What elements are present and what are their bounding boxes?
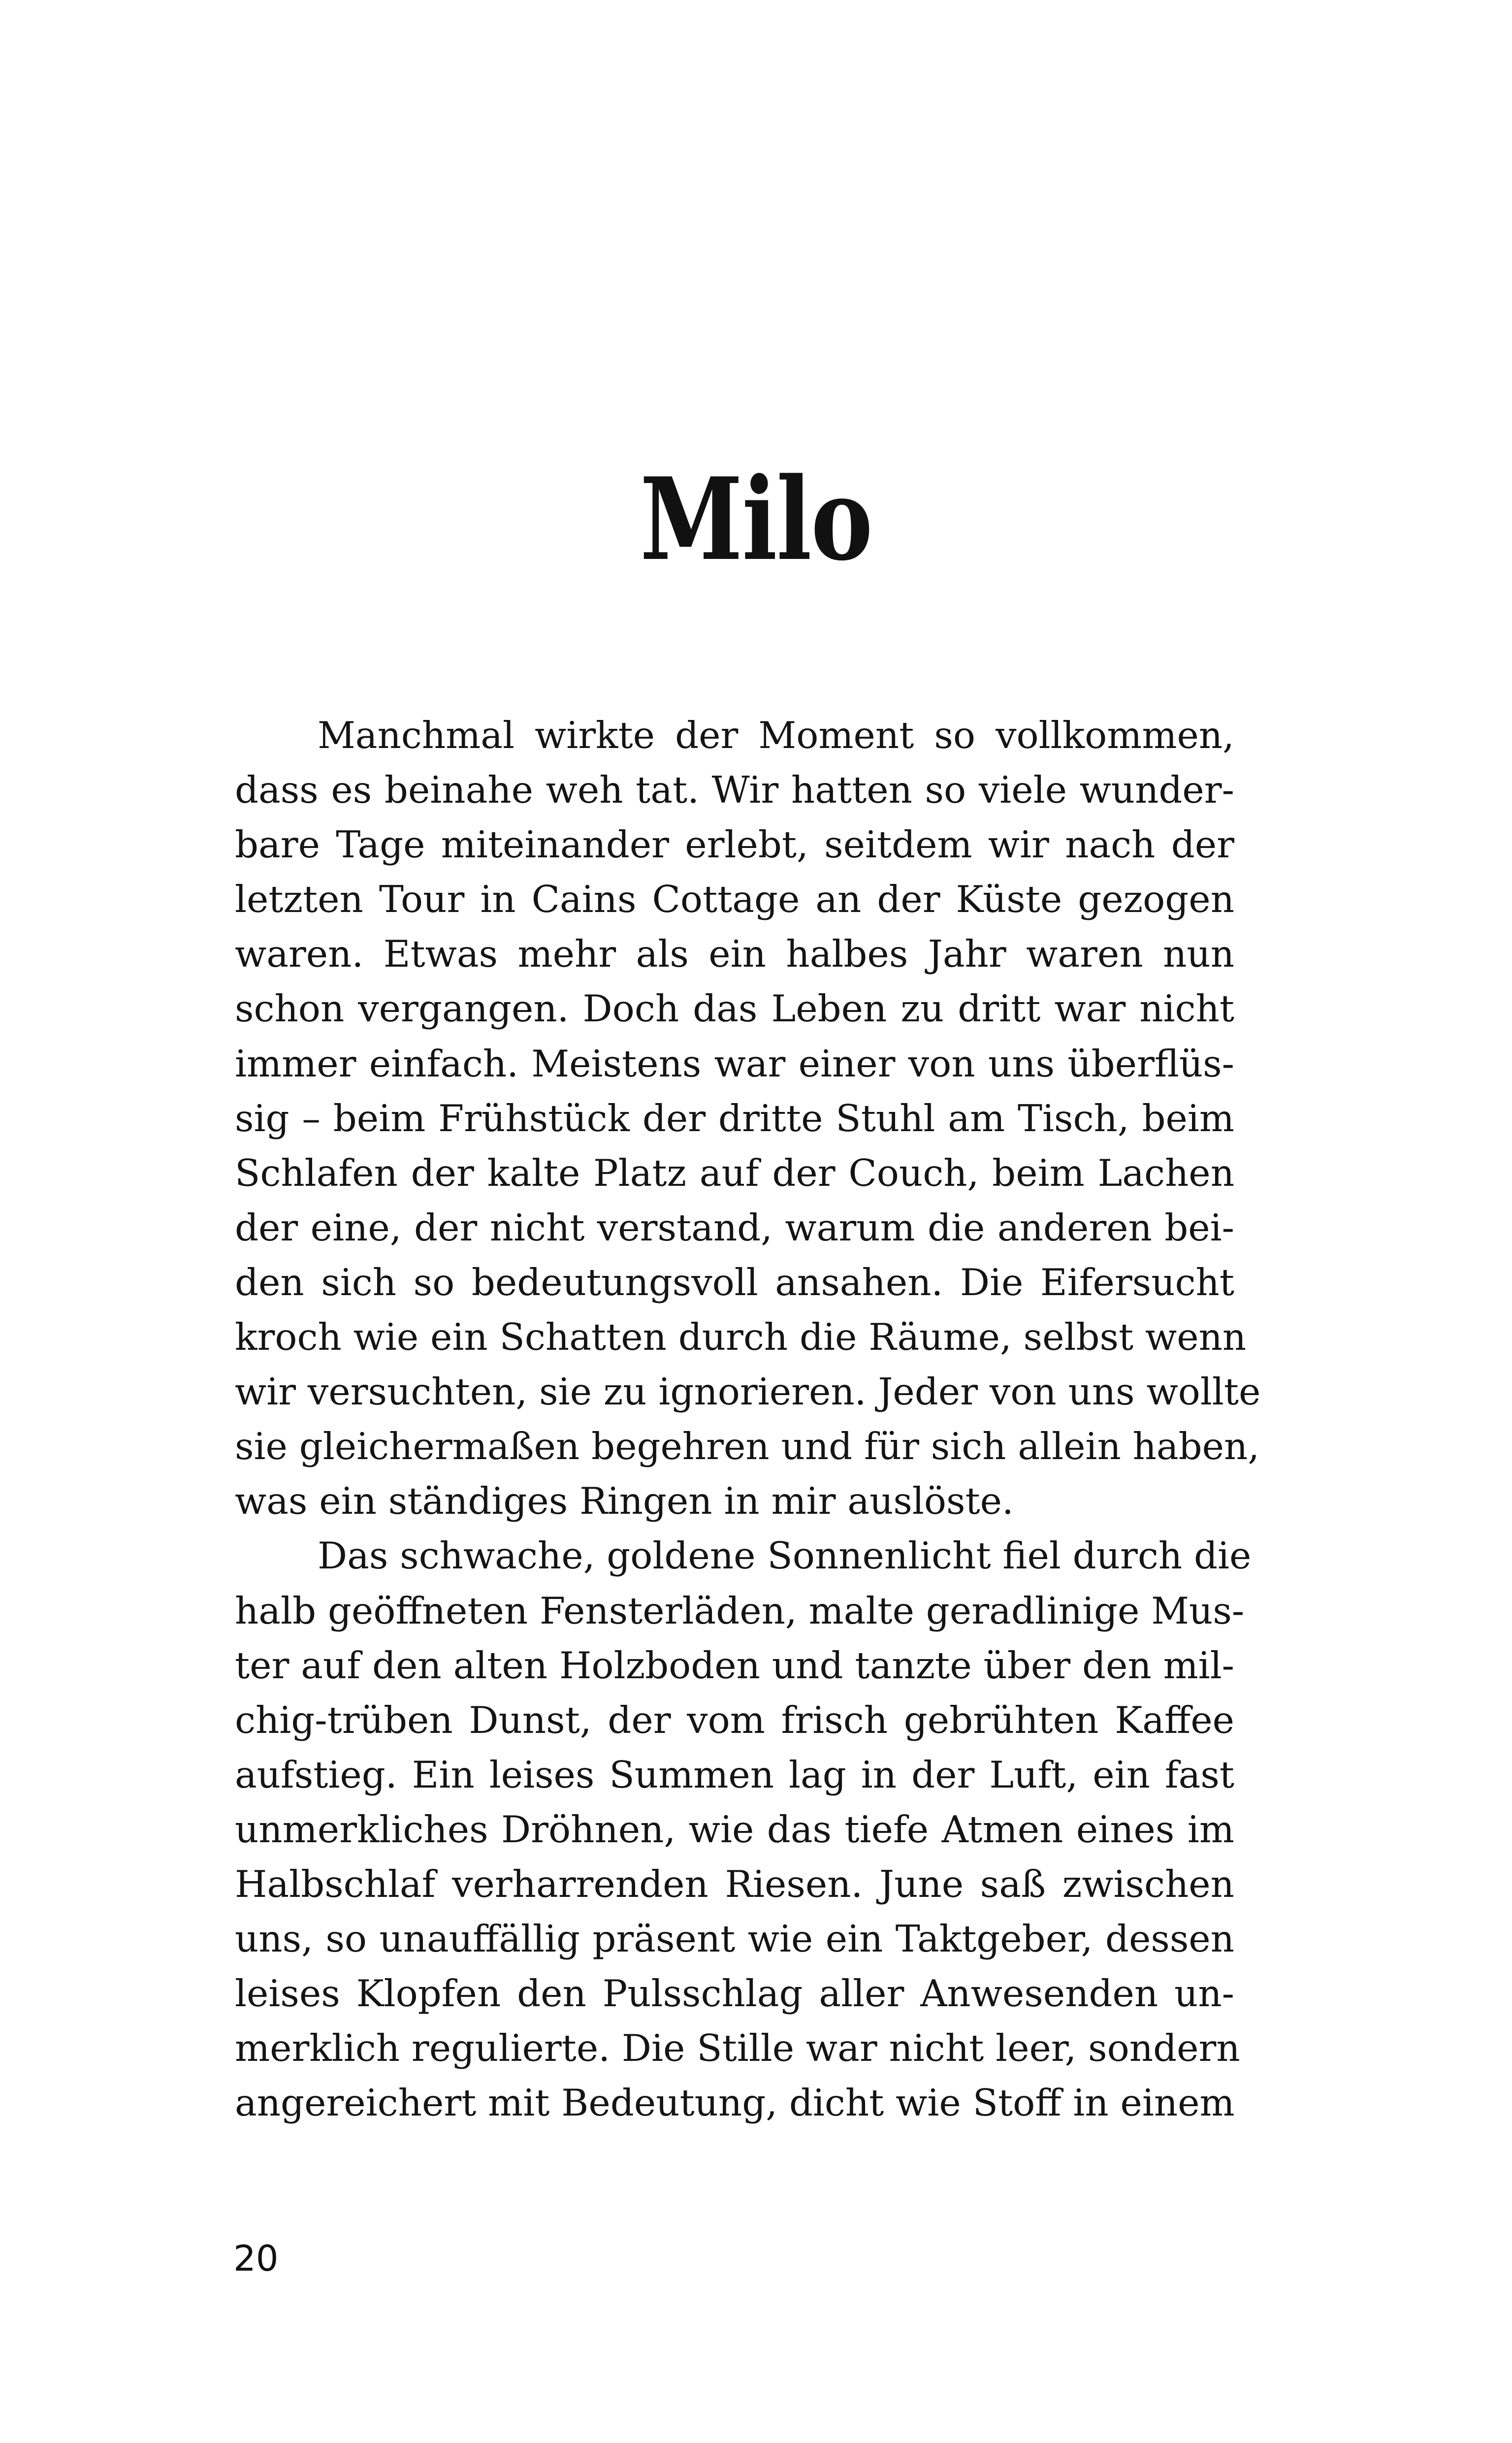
text-line: halb geöffneten Fensterläden, malte geradlinige Mus-	[235, 1589, 1245, 1632]
text-line: sig – beim Frühstück der dritte Stuhl am Tisch, beim	[235, 1096, 1234, 1140]
text-line: Manchmal wirkte der Moment so vollkommen,	[318, 714, 1234, 757]
text-line: uns, so unauffällig präsent wie ein Taktgeber, dessen	[235, 1917, 1234, 1961]
text-line: wir versuchten, sie zu ignorieren. Jeder von uns wollte	[235, 1370, 1261, 1414]
text-line: aufstieg. Ein leises Summen lag in der Luft, ein fast	[235, 1753, 1234, 1796]
text-line: chig-trüben Dunst, der vom frisch gebrühten Kaffee	[235, 1698, 1234, 1742]
text-line: den sich so bedeutungsvoll ansahen. Die Eifersucht	[235, 1260, 1234, 1304]
text-line: was ein ständiges Ringen in mir auslöste.	[235, 1479, 1014, 1523]
text-line: immer einfach. Meistens war einer von uns überflüs-	[235, 1042, 1234, 1085]
chapter-title: Milo	[640, 453, 872, 586]
text-line: waren. Etwas mehr als ein halbes Jahr waren nun	[235, 932, 1234, 976]
text-line: dass es beinahe weh tat. Wir hatten so viele wunder-	[235, 768, 1234, 812]
text-line: Halbschlaf verharrenden Riesen. June saß zwischen	[235, 1862, 1234, 1906]
text-line: sie gleichermaßen begehren und für sich allein haben,	[235, 1425, 1260, 1468]
page-number: 20	[233, 2238, 279, 2279]
text-line: leises Klopfen den Pulsschlag aller Anwesenden un-	[235, 1972, 1234, 2016]
text-line: Das schwache, goldene Sonnenlicht fiel durch die	[318, 1534, 1252, 1578]
text-line: ter auf den alten Holzboden und tanzte über den mil-	[235, 1643, 1234, 1687]
text-line: unmerkliches Dröhnen, wie das tiefe Atmen eines im	[235, 1807, 1234, 1851]
text-line: merklich regulierte. Die Stille war nicht leer, sondern	[235, 2026, 1240, 2070]
text-line: der eine, der nicht verstand, warum die anderen bei-	[235, 1205, 1234, 1249]
text-line: letzten Tour in Cains Cottage an der Küste gezogen	[235, 878, 1234, 921]
text-line: bare Tage miteinander erlebt, seitdem wir nach der	[235, 823, 1234, 867]
body-text	[235, 708, 1261, 2130]
text-line: angereichert mit Bedeutung, dicht wie Stoff in einem	[235, 2081, 1235, 2125]
text-line: kroch wie ein Schatten durch die Räume, selbst wenn	[235, 1315, 1247, 1359]
text-line: Schlafen der kalte Platz auf der Couch, beim Lachen	[235, 1151, 1234, 1195]
text-line: schon vergangen. Doch das Leben zu dritt war nicht	[235, 987, 1234, 1031]
